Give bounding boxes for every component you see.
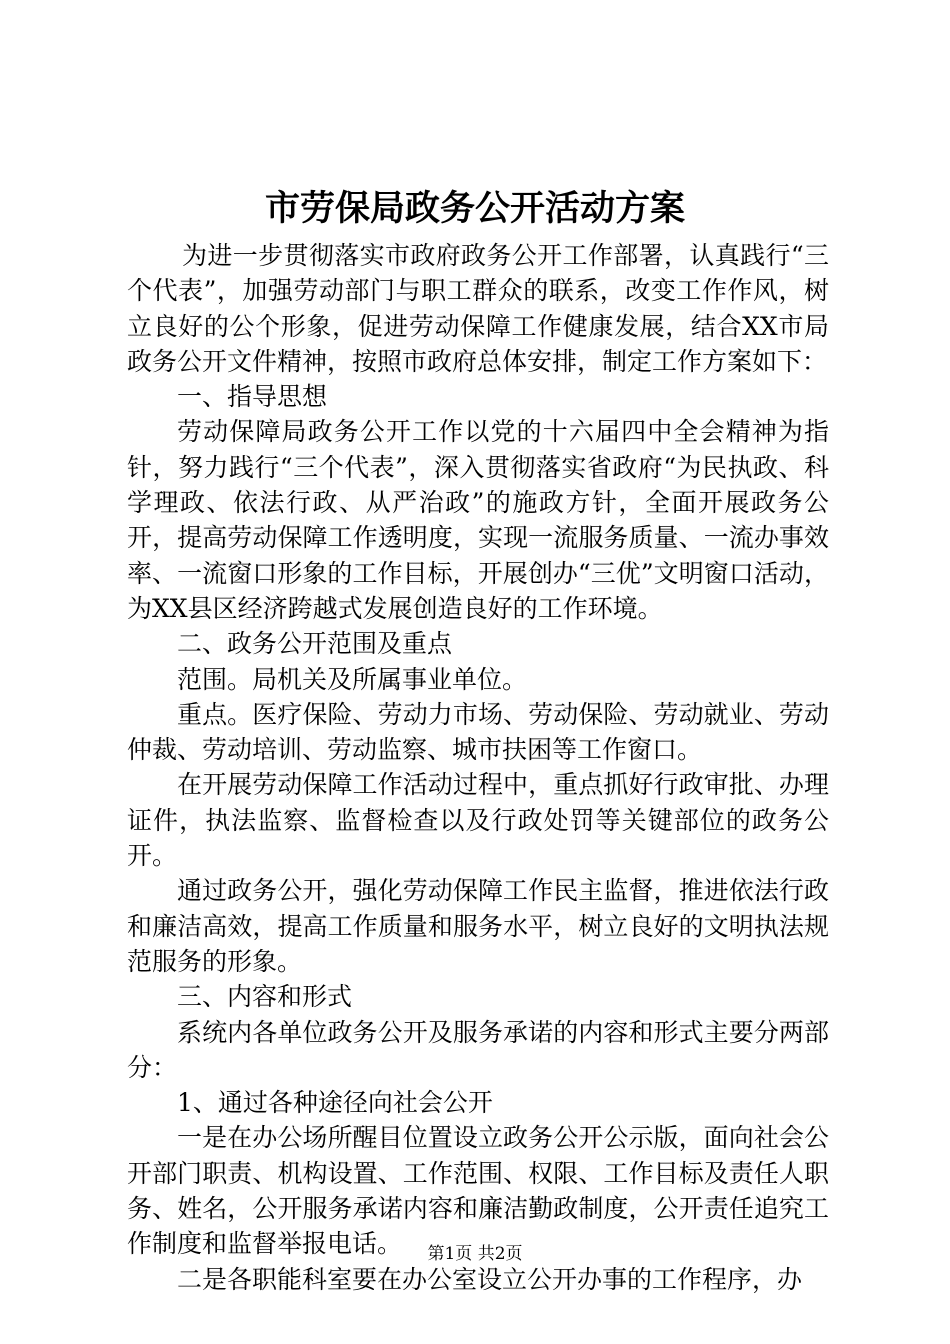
key-areas-paragraph: 在开展劳动保障工作活动过程中，重点抓好行政审批、办理证件，执法监察、监督检查以及行政处罚等关键部位的政务公开。: [127, 770, 829, 871]
procedure-paragraph: 二是各职能科室要在办公室设立公开办事的工作程序，办: [177, 1264, 803, 1294]
intro-paragraph: 为进一步贯彻落实市政府政务公开工作部署，认真践行“三个代表”，加强劳动部门与职工群众的联系，改变工作作风，树立良好的公个形象，促进劳动保障工作健康发展，结合XX市局政务公开文件精神，按照市政府总体安排，制定工作方案如下：: [127, 241, 829, 376]
content-form-paragraph: 系统内各单位政务公开及服务承诺的内容和形式主要分两部分：: [127, 1017, 829, 1082]
public-board-paragraph: 一是在办公场所醒目位置设立政务公开公示版，面向社会公开部门职责、机构设置、工作范围、权限、工作目标及责任人职务、姓名，公开服务承诺内容和廉洁勤政制度，公开责任追究工作制度和监督举报电话。: [127, 1123, 829, 1259]
document-body: [127, 238, 829, 1297]
scope-paragraph: 范围。局机关及所属事业单位。: [177, 664, 528, 694]
page-number: 第1页 共2页: [427, 1244, 523, 1264]
guiding-thought-paragraph: 劳动保障局政务公开工作以党的十六届四中全会精神为指针，努力践行“三个代表”，深入贯彻落实省政府“为民执政、科学理政、依法行政、从严治政”的施政方针，全面开展政务公开，提高劳动保障工作透明度，实现一流服务质量、一流办事效率、一流窗口形象的工作目标，开展创办“三优”文明窗口活动，为XX县区经济跨越式发展创造良好的工作环境。: [127, 417, 829, 623]
section-heading-scope: 二、政务公开范围及重点: [177, 629, 453, 659]
supervision-paragraph: 通过政务公开，强化劳动保障工作民主监督，推进依法行政和廉洁高效，提高工作质量和服务水平，树立良好的文明执法规范服务的形象。: [127, 876, 829, 976]
section-heading-content-form: 三、内容和形式: [177, 982, 353, 1012]
document-title: 市劳保局政务公开活动方案: [264, 188, 685, 229]
subsection-heading-public: 1、通过各种途径向社会公开: [177, 1088, 493, 1118]
focus-paragraph: 重点。医疗保险、劳动力市场、劳动保险、劳动就业、劳动仲裁、劳动培训、劳动监察、城市扶困等工作窗口。: [127, 699, 829, 765]
section-heading-guiding-thought: 一、指导思想: [177, 382, 328, 412]
